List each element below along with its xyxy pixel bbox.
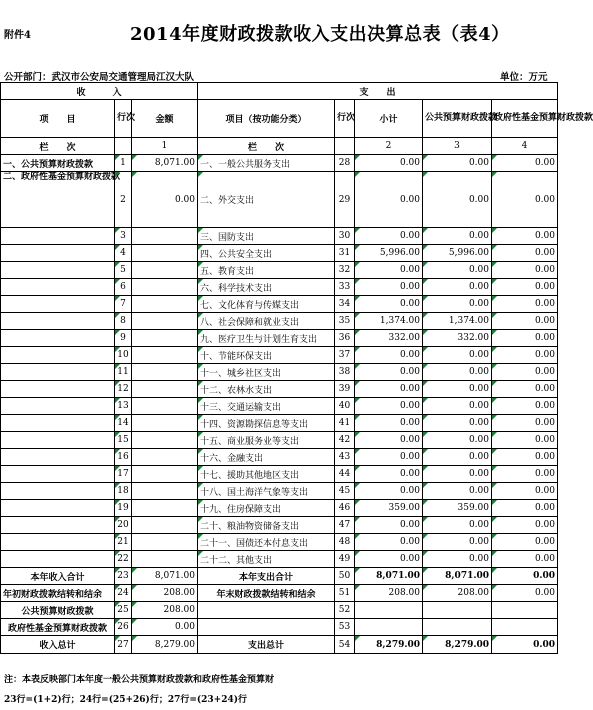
table-row	[1, 381, 558, 398]
expense-gov-fund: 0.00	[492, 155, 558, 172]
table-row	[1, 483, 558, 500]
expense-gov-fund: 0.00	[492, 262, 558, 279]
expense-gov-fund: 0.00	[492, 534, 558, 551]
expense-total-row: 50	[335, 568, 355, 585]
grand-expense-public: 8,279.00	[423, 636, 492, 654]
expense-subtotal: 0.00	[355, 296, 423, 313]
expense-item-name: 一、一般公共服务支出	[198, 155, 335, 172]
income-amount: 0.00	[132, 172, 198, 228]
carry-public-exp-row: 52	[335, 602, 355, 619]
expense-row-number: 33	[335, 279, 355, 296]
income-item-blank	[1, 262, 115, 279]
carry-blank	[355, 619, 423, 636]
col-index-row-blank	[115, 138, 132, 155]
income-row-number: 12	[115, 381, 132, 398]
carry-in-fund-row: 26	[115, 619, 132, 636]
col-index-exp-label: 栏 次	[198, 138, 335, 155]
table-row-carry	[1, 585, 558, 602]
col-index-label: 栏 次	[1, 138, 115, 155]
expense-subtotal: 0.00	[355, 398, 423, 415]
table-row	[1, 364, 558, 381]
income-total-label: 本年收入合计	[1, 568, 115, 585]
income-amount-blank	[132, 551, 198, 568]
table-row	[1, 347, 558, 364]
col-header-subtotal: 小计	[355, 100, 423, 138]
expense-row-number: 30	[335, 228, 355, 245]
income-amount-blank	[132, 432, 198, 449]
table-row	[1, 449, 558, 466]
expense-row-number: 28	[335, 155, 355, 172]
income-row-number: 7	[115, 296, 132, 313]
expense-item-name: 七、文化体育与传媒支出	[198, 296, 335, 313]
income-amount-blank	[132, 517, 198, 534]
table-row	[1, 262, 558, 279]
income-row-number: 2	[115, 172, 132, 228]
col-index-public-budget: 3	[423, 138, 492, 155]
col-index-subtotal: 2	[355, 138, 423, 155]
col-header-exp-item: 项目（按功能分类）	[198, 100, 335, 138]
expense-row-number: 49	[335, 551, 355, 568]
expense-row-number: 31	[335, 245, 355, 262]
income-item-blank	[1, 432, 115, 449]
expense-gov-fund: 0.00	[492, 245, 558, 262]
income-row-number: 18	[115, 483, 132, 500]
expense-gov-fund: 0.00	[492, 330, 558, 347]
table-row	[1, 500, 558, 517]
income-amount-blank	[132, 381, 198, 398]
expense-gov-fund: 0.00	[492, 381, 558, 398]
expense-gov-fund: 0.00	[492, 415, 558, 432]
table-row	[1, 172, 558, 228]
income-amount-blank	[132, 500, 198, 517]
table-row-grand-total	[1, 636, 558, 654]
expense-item-name: 十、节能环保支出	[198, 347, 335, 364]
expense-subtotal: 0.00	[355, 347, 423, 364]
expense-row-number: 38	[335, 364, 355, 381]
expense-subtotal: 0.00	[355, 228, 423, 245]
expense-subtotal: 0.00	[355, 262, 423, 279]
table-row-total	[1, 568, 558, 585]
table-row	[1, 398, 558, 415]
income-total-row: 23	[115, 568, 132, 585]
income-item-name: 二、政府性基金预算财政拨款	[1, 172, 115, 228]
income-amount-blank	[132, 313, 198, 330]
table-row	[1, 517, 558, 534]
expense-public-budget: 5,996.00	[423, 245, 492, 262]
expense-subtotal: 0.00	[355, 551, 423, 568]
expense-row-number: 48	[335, 534, 355, 551]
income-item-blank	[1, 449, 115, 466]
carry-out-row: 51	[335, 585, 355, 602]
income-row-number: 4	[115, 245, 132, 262]
expense-item-name: 九、医疗卫生与计划生育支出	[198, 330, 335, 347]
income-item-blank	[1, 517, 115, 534]
income-row-number: 6	[115, 279, 132, 296]
carry-in-row: 24	[115, 585, 132, 602]
expense-row-number: 29	[335, 172, 355, 228]
carry-blank	[492, 619, 558, 636]
expense-gov-fund: 0.00	[492, 296, 558, 313]
expense-gov-fund: 0.00	[492, 228, 558, 245]
income-amount-blank	[132, 279, 198, 296]
income-item-blank	[1, 330, 115, 347]
page-title: 2014年度财政拨款收入支出决算总表（表4）	[130, 24, 510, 45]
expense-gov-fund: 0.00	[492, 500, 558, 517]
income-item-blank	[1, 296, 115, 313]
expense-item-name: 十三、交通运输支出	[198, 398, 335, 415]
income-row-number: 16	[115, 449, 132, 466]
expense-subtotal: 0.00	[355, 364, 423, 381]
expense-row-number: 32	[335, 262, 355, 279]
grand-expense-subtotal: 8,279.00	[355, 636, 423, 654]
expense-item-name: 二十二、其他支出	[198, 551, 335, 568]
carry-blank	[492, 602, 558, 619]
income-item-blank	[1, 534, 115, 551]
expense-gov-fund: 0.00	[492, 398, 558, 415]
budget-table	[0, 82, 593, 654]
carry-blank	[423, 602, 492, 619]
expense-row-number: 47	[335, 517, 355, 534]
expense-gov-fund: 0.00	[492, 432, 558, 449]
income-amount-blank	[132, 330, 198, 347]
col-index-gov-fund: 4	[492, 138, 558, 155]
income-amount-blank	[132, 296, 198, 313]
expense-item-name: 十四、资源勘探信息等支出	[198, 415, 335, 432]
col-header-exp-row: 行次	[335, 100, 355, 138]
expense-item-name: 六、科学技术支出	[198, 279, 335, 296]
expense-gov-fund: 0.00	[492, 551, 558, 568]
expense-row-number: 41	[335, 415, 355, 432]
table-row	[1, 330, 558, 347]
expense-gov-fund: 0.00	[492, 347, 558, 364]
expense-public-budget: 0.00	[423, 279, 492, 296]
expense-row-number: 43	[335, 449, 355, 466]
income-item-blank	[1, 313, 115, 330]
income-item-blank	[1, 381, 115, 398]
expense-public-budget: 0.00	[423, 228, 492, 245]
carry-in-label: 年初财政拨款结转和结余	[1, 585, 115, 602]
expense-row-number: 37	[335, 347, 355, 364]
income-item-blank	[1, 245, 115, 262]
expense-gov-fund: 0.00	[492, 364, 558, 381]
carry-in-public-row: 25	[115, 602, 132, 619]
expense-item-name: 八、社会保障和就业支出	[198, 313, 335, 330]
expense-row-number: 36	[335, 330, 355, 347]
income-row-number: 20	[115, 517, 132, 534]
expense-public-budget: 0.00	[423, 466, 492, 483]
expense-row-number: 34	[335, 296, 355, 313]
income-amount-blank	[132, 245, 198, 262]
expense-row-number: 40	[335, 398, 355, 415]
expense-subtotal: 0.00	[355, 279, 423, 296]
expense-gov-fund: 0.00	[492, 172, 558, 228]
expense-public-budget: 0.00	[423, 172, 492, 228]
carry-blank	[355, 602, 423, 619]
expense-total-subtotal: 8,071.00	[355, 568, 423, 585]
expense-item-name: 二、外交支出	[198, 172, 335, 228]
expense-item-name: 十六、金融支出	[198, 449, 335, 466]
expense-gov-fund: 0.00	[492, 449, 558, 466]
section-header-row	[1, 83, 558, 100]
table-row	[1, 279, 558, 296]
table-row	[1, 432, 558, 449]
expense-subtotal: 0.00	[355, 172, 423, 228]
income-amount-blank	[132, 364, 198, 381]
expense-subtotal: 0.00	[355, 483, 423, 500]
expense-item-name: 十九、住房保障支出	[198, 500, 335, 517]
income-row-number: 13	[115, 398, 132, 415]
expense-row-number: 44	[335, 466, 355, 483]
expense-total-label: 本年支出合计	[198, 568, 335, 585]
table-row	[1, 296, 558, 313]
expense-subtotal: 359.00	[355, 500, 423, 517]
expense-total-fund: 0.00	[492, 568, 558, 585]
expense-item-name: 十一、城乡社区支出	[198, 364, 335, 381]
grand-expense-fund: 0.00	[492, 636, 558, 654]
expense-public-budget: 0.00	[423, 449, 492, 466]
expense-public-budget: 0.00	[423, 155, 492, 172]
expense-gov-fund: 0.00	[492, 483, 558, 500]
income-amount: 8,071.00	[132, 155, 198, 172]
income-item-blank	[1, 483, 115, 500]
table-row-carry	[1, 602, 558, 619]
carry-in-amount: 208.00	[132, 585, 198, 602]
footnote-line-2: 23行=(1+2)行；24行=(25+26)行；27行=(23+24)行	[4, 695, 247, 705]
expense-section-header: 支 出	[198, 83, 558, 100]
expense-public-budget: 0.00	[423, 551, 492, 568]
income-amount-blank	[132, 534, 198, 551]
expense-subtotal: 5,996.00	[355, 245, 423, 262]
carry-fund-exp-row: 53	[335, 619, 355, 636]
income-row-number: 21	[115, 534, 132, 551]
income-amount-blank	[132, 449, 198, 466]
expense-subtotal: 0.00	[355, 466, 423, 483]
col-header-public-budget: 公共预算财政拨款	[423, 100, 492, 138]
income-amount-blank	[132, 228, 198, 245]
expense-row-number: 46	[335, 500, 355, 517]
carry-blank	[423, 619, 492, 636]
expense-public-budget: 359.00	[423, 500, 492, 517]
column-header-row	[1, 100, 558, 138]
expense-item-name: 五、教育支出	[198, 262, 335, 279]
unit-label: 单位：万元	[500, 72, 548, 83]
carry-in-public-label: 公共预算财政拨款	[1, 602, 115, 619]
col-index-amount: 1	[132, 138, 198, 155]
income-amount-blank	[132, 483, 198, 500]
grand-expense-label: 支出总计	[198, 636, 335, 654]
expense-total-public: 8,071.00	[423, 568, 492, 585]
expense-gov-fund: 0.00	[492, 517, 558, 534]
carry-in-fund-label: 政府性基金预算财政拨款	[1, 619, 115, 636]
expense-public-budget: 0.00	[423, 432, 492, 449]
expense-row-number: 39	[335, 381, 355, 398]
expense-public-budget: 0.00	[423, 534, 492, 551]
table-row	[1, 534, 558, 551]
income-row-number: 22	[115, 551, 132, 568]
expense-item-name: 十七、援助其他地区支出	[198, 466, 335, 483]
income-row-number: 3	[115, 228, 132, 245]
income-item-blank	[1, 551, 115, 568]
expense-public-budget: 0.00	[423, 415, 492, 432]
income-row-number: 15	[115, 432, 132, 449]
table-row	[1, 155, 558, 172]
income-amount-blank	[132, 347, 198, 364]
col-index-exp-row-blank	[335, 138, 355, 155]
expense-public-budget: 1,374.00	[423, 313, 492, 330]
income-row-number: 17	[115, 466, 132, 483]
income-item-blank	[1, 279, 115, 296]
carry-out-label: 年末财政拨款结转和结余	[198, 585, 335, 602]
carry-out-public: 208.00	[423, 585, 492, 602]
income-amount-blank	[132, 466, 198, 483]
expense-row-number: 35	[335, 313, 355, 330]
annex-label: 附件4	[4, 30, 31, 41]
income-item-blank	[1, 347, 115, 364]
expense-item-name: 四、公共安全支出	[198, 245, 335, 262]
income-row-number: 14	[115, 415, 132, 432]
expense-subtotal: 0.00	[355, 415, 423, 432]
col-header-item: 项 目	[1, 100, 115, 138]
expense-subtotal: 0.00	[355, 534, 423, 551]
table-row	[1, 551, 558, 568]
expense-public-budget: 332.00	[423, 330, 492, 347]
income-item-name: 一、公共预算财政拨款	[1, 155, 115, 172]
income-item-blank	[1, 228, 115, 245]
expense-subtotal: 0.00	[355, 517, 423, 534]
expense-subtotal: 0.00	[355, 381, 423, 398]
income-item-blank	[1, 500, 115, 517]
department-label: 公开部门：武汉市公安局交通管理局江汉大队	[4, 72, 195, 83]
expense-public-budget: 0.00	[423, 364, 492, 381]
table-row-carry	[1, 619, 558, 636]
expense-public-budget: 0.00	[423, 381, 492, 398]
table-row	[1, 313, 558, 330]
expense-public-budget: 0.00	[423, 483, 492, 500]
income-section-header: 收 入	[1, 83, 198, 100]
expense-item-name: 十二、农林水支出	[198, 381, 335, 398]
expense-subtotal: 0.00	[355, 432, 423, 449]
col-header-gov-fund: 政府性基金预算财政拨款	[492, 100, 558, 138]
expense-public-budget: 0.00	[423, 517, 492, 534]
expense-subtotal: 0.00	[355, 155, 423, 172]
grand-income-row: 27	[115, 636, 132, 654]
expense-gov-fund: 0.00	[492, 279, 558, 296]
income-amount-blank	[132, 398, 198, 415]
expense-public-budget: 0.00	[423, 296, 492, 313]
carry-out-subtotal: 208.00	[355, 585, 423, 602]
carry-blank	[198, 602, 335, 619]
expense-item-name: 三、国防支出	[198, 228, 335, 245]
income-row-number: 10	[115, 347, 132, 364]
table-row	[1, 466, 558, 483]
table-row	[1, 245, 558, 262]
income-item-blank	[1, 466, 115, 483]
expense-item-name: 十八、国土海洋气象等支出	[198, 483, 335, 500]
expense-row-number: 45	[335, 483, 355, 500]
expense-row-number: 42	[335, 432, 355, 449]
income-row-number: 5	[115, 262, 132, 279]
income-row-number: 1	[115, 155, 132, 172]
expense-item-name: 二十、粮油物资储备支出	[198, 517, 335, 534]
carry-in-public-amount: 208.00	[132, 602, 198, 619]
expense-subtotal: 1,374.00	[355, 313, 423, 330]
income-item-blank	[1, 364, 115, 381]
grand-expense-row: 54	[335, 636, 355, 654]
expense-subtotal: 0.00	[355, 449, 423, 466]
grand-income-amount: 8,279.00	[132, 636, 198, 654]
col-header-amount: 金额	[132, 100, 198, 138]
expense-public-budget: 0.00	[423, 347, 492, 364]
income-amount-blank	[132, 262, 198, 279]
carry-in-fund-amount: 0.00	[132, 619, 198, 636]
table-row	[1, 415, 558, 432]
expense-gov-fund: 0.00	[492, 466, 558, 483]
column-index-row	[1, 138, 558, 155]
income-row-number: 8	[115, 313, 132, 330]
income-item-blank	[1, 415, 115, 432]
expense-public-budget: 0.00	[423, 262, 492, 279]
carry-blank	[198, 619, 335, 636]
carry-out-fund: 0.00	[492, 585, 558, 602]
income-row-number: 11	[115, 364, 132, 381]
expense-gov-fund: 0.00	[492, 313, 558, 330]
table-row	[1, 228, 558, 245]
expense-public-budget: 0.00	[423, 398, 492, 415]
income-row-number: 19	[115, 500, 132, 517]
col-header-row: 行次	[115, 100, 132, 138]
expense-subtotal: 332.00	[355, 330, 423, 347]
income-amount-blank	[132, 415, 198, 432]
grand-income-label: 收入总计	[1, 636, 115, 654]
expense-item-name: 二十一、国债还本付息支出	[198, 534, 335, 551]
income-item-blank	[1, 398, 115, 415]
expense-item-name: 十五、商业服务业等支出	[198, 432, 335, 449]
income-total-amount: 8,071.00	[132, 568, 198, 585]
footnote-line-1: 注：本表反映部门本年度一般公共预算财政拨款和政府性基金预算财	[4, 675, 275, 685]
income-row-number: 9	[115, 330, 132, 347]
